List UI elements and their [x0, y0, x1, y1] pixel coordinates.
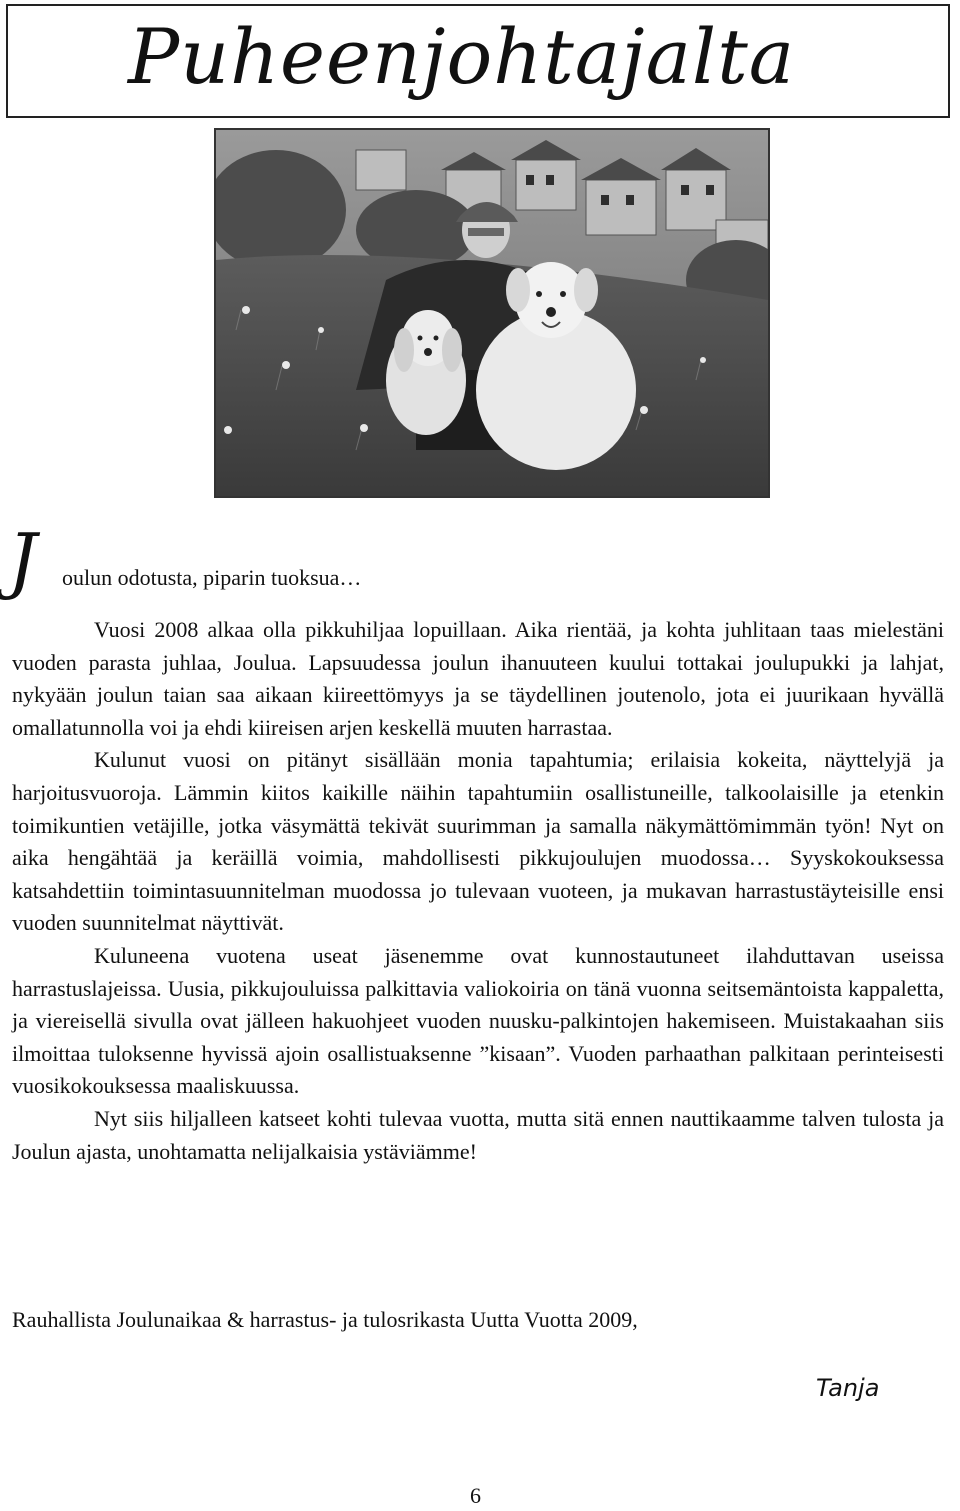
intro-line: oulun odotusta, piparin tuoksua… — [62, 565, 362, 590]
paragraph-4: Nyt siis hiljalleen katseet kohti tulevaa vuotta, mutta sitä ennen nauttikaamme talven tulosta ja Joulun ajasta, unohtamatta nelijalkaisia ystäviämme! — [12, 1105, 944, 1164]
page-number: 6 — [470, 1483, 481, 1508]
article-body — [12, 614, 944, 1168]
paragraph-1: Vuosi 2008 alkaa olla pikkuhiljaa lopuillaan. Aika rientää, ja kohta juhlitaan taas mielestäni vuoden parasta juhlaa, Joulua. Lapsuudessa joulun ihanuuteen kuului tottakai joulupukki ja lahjat, nykyään joulun taian saa aikaan kiireettömyys ja se täydellinen joutenolo, jota ei juurikaan hyvällä omallatunnolla voi ja ehdi kiireisen arjen keskellä muuten harrastaa. — [12, 617, 944, 740]
drop-cap: J — [8, 518, 37, 602]
photo-woman-with-two-dogs — [214, 128, 770, 498]
photo-illustration — [216, 130, 768, 496]
closing-greeting: Rauhallista Joulunaikaa & harrastus- ja tulosrikasta Uutta Vuotta 2009, — [12, 1307, 638, 1332]
page-title: Puheenjohtajalta — [128, 12, 796, 101]
paragraph-3: Kuluneena vuotena useat jäsenemme ovat kunnostautuneet ilahduttavan useissa harrastuslajeissa. Uusia, pikkujouluissa palkittavia valiokoiria on tänä vuonna seitsemäntoista kappaletta, ja viereisellä sivulla ovat jälleen hakuohjeet vuoden nuusku-palkintojen hakemiseen. Muistakaahan siis ilmoittaa tuloksenne hyvissä ajoin osallistuaksenne ”kisaan”. Vuoden parhaathan palkitaan perinteisesti vuosikokouksessa maaliskuussa. — [12, 942, 944, 1099]
signature: Tanja — [816, 1374, 880, 1402]
title-box — [6, 4, 950, 118]
paragraph-2: Kulunut vuosi on pitänyt sisällään monia tapahtumia; erilaisia kokeita, näyttelyjä ja harjoitusvuoroja. Lämmin kiitos kaikille näihin tapahtumiin osallistuneille, talkoolaisille ja etenkin toimikuntien vetäjille, jotka väsymättä tekivät suurimman ja samalla näkymättömimmän työn! Nyt on aika hengähtää ja keräillä voimia, mahdollisesti pikkujoulujen muodossa… Syyskokouksessa katsahdettiin toimintasuunnitelman muodossa jo tulevaan vuoteen, ja mukavan harrastustäyteisille ensi vuoden suunnitelmat näyttivät. — [12, 747, 944, 936]
